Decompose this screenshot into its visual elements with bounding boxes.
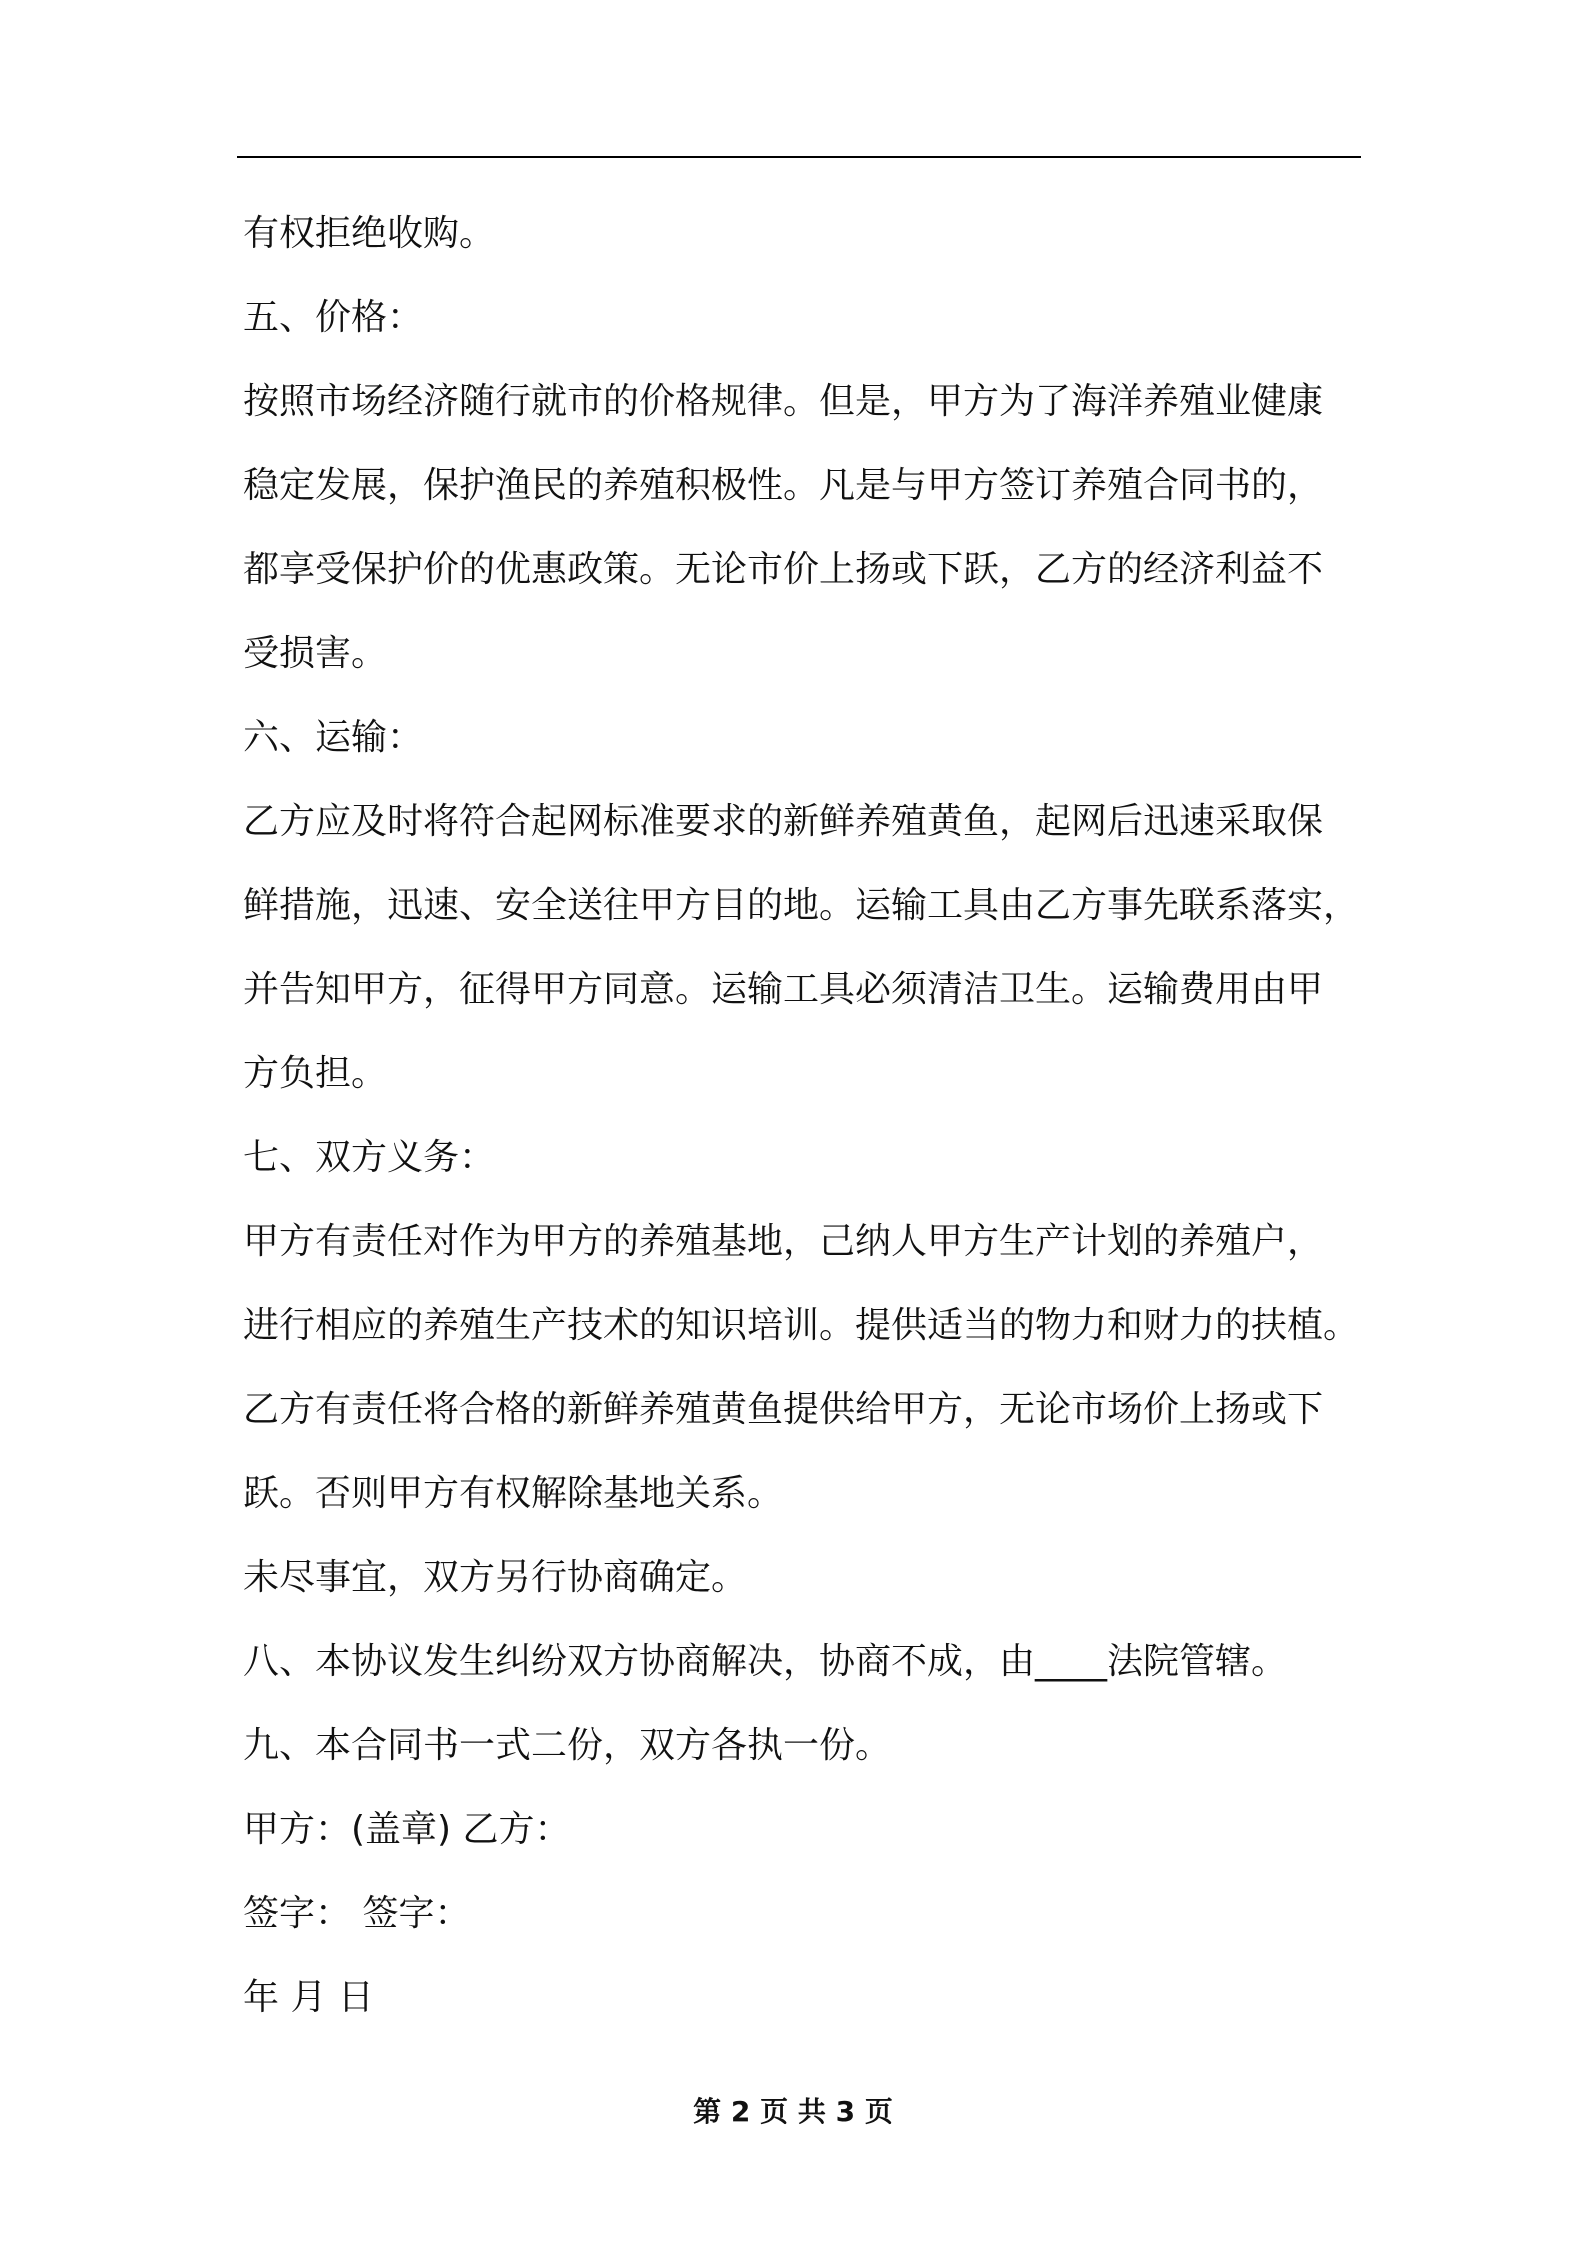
text-line: 甲方有责任对作为甲方的养殖基地，己纳人甲方生产计划的养殖户， [243,1221,1324,1262]
text-line: 方负担。 [243,1053,388,1094]
text-line: 乙方应及时将符合起网标准要求的新鲜养殖黄鱼，起网后迅速采取保 [243,801,1324,842]
text-line: 未尽事宜，双方另行协商确定。 [243,1557,748,1598]
signature-date: 年 月 日 [243,1977,374,2018]
header-rule [237,156,1361,158]
text-line: 乙方有责任将合格的新鲜养殖黄鱼提供给甲方，无论市场价上扬或下 [243,1389,1324,1430]
text-line: 都享受保护价的优惠政策。无论市价上扬或下跃，乙方的经济利益不 [243,549,1324,590]
section-heading-obligations: 七、双方义务： [243,1137,496,1178]
signature-parties: 甲方：(盖章) 乙方： [243,1809,571,1850]
section-heading-transport: 六、运输： [243,717,424,758]
text-line: 并告知甲方，征得甲方同意。运输工具必须清洁卫生。运输费用由甲 [243,969,1324,1010]
clause-disputes: 八、本协议发生纠纷双方协商解决，协商不成，由____法院管辖。 [243,1641,1288,1682]
section-heading-price: 五、价格： [243,297,424,338]
text-line: 稳定发展，保护渔民的养殖积极性。凡是与甲方签订养殖合同书的， [243,465,1324,506]
text-line: 鲜措施，迅速、安全送往甲方目的地。运输工具由乙方事先联系落实， [243,885,1360,926]
text-line: 受损害。 [243,633,388,674]
document-body [243,192,1393,2040]
text-line: 按照市场经济随行就市的价格规律。但是，甲方为了海洋养殖业健康 [243,381,1324,422]
text-line: 有权拒绝收购。 [243,213,496,254]
text-line: 进行相应的养殖生产技术的知识培训。提供适当的物力和财力的扶植。 [243,1305,1360,1346]
clause-copies: 九、本合同书一式二份，双方各执一份。 [243,1725,892,1766]
text-line: 跃。否则甲方有权解除基地关系。 [243,1473,784,1514]
page-number: 第 2 页 共 3 页 [693,2095,893,2128]
signature-sign: 签字： 签字： [243,1893,471,1934]
